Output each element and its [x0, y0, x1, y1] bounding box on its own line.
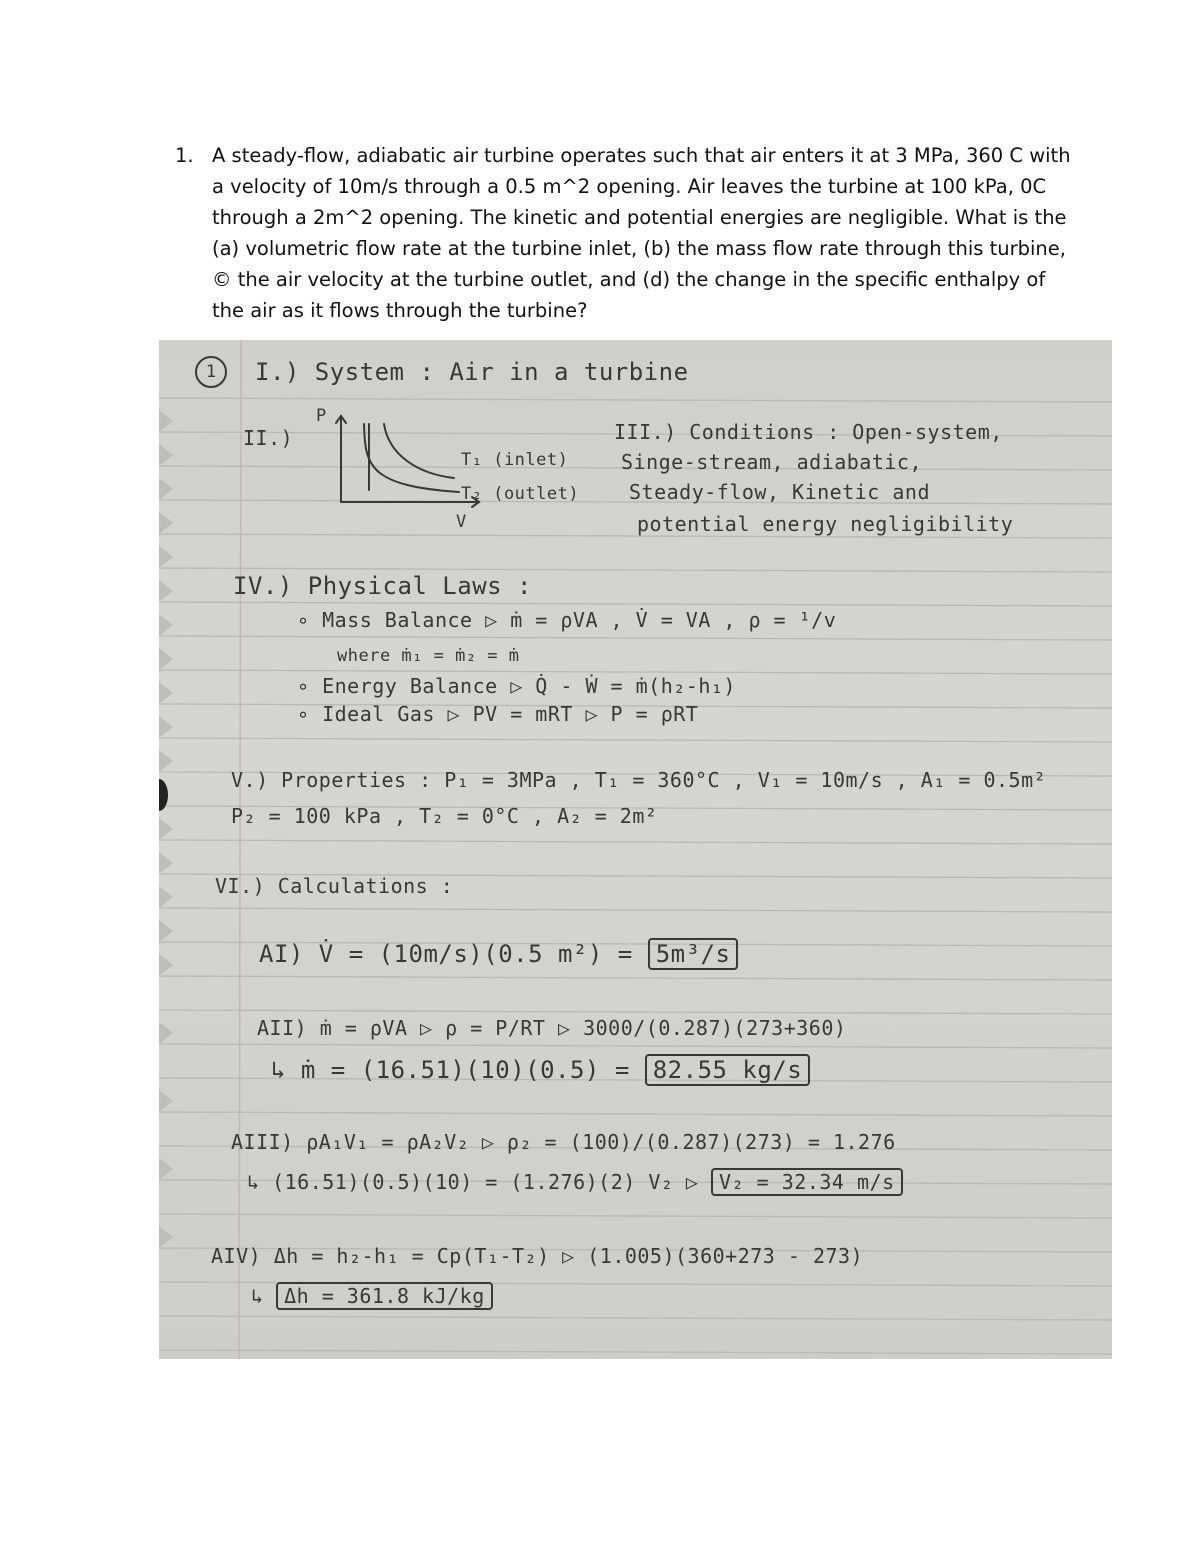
conditions-line-4: potential energy negligibility	[637, 512, 1014, 536]
calc-a1-expression: AI) V̇ = (10m/s)(0.5 m²) =	[259, 940, 633, 968]
calc-a3-expression: ↳ (16.51)(0.5)(10) = (1.276)(2) V₂ ▷	[247, 1170, 699, 1194]
mass-balance-line: ∘ Mass Balance ▷ ṁ = ρVA , V̇ = VA , ρ = ¹/v	[297, 608, 837, 632]
calc-a1	[259, 940, 738, 968]
pv-diagram-icon	[309, 406, 579, 536]
problem-text: A steady-flow, adiabatic air turbine operates such that air enters it at 3 MPa, 360 C with a velocity of 10m/s through a 0.5 m^2 opening. Air leaves the turbine at 100 kPa, 0C through a 2m^2 opening. The kinetic and potential energies are negligible. What is the (a) volumetric flow rate at the turbine inlet, (b) the mass flow rate through this turbine, © the air velocity at the turbine outlet, and (d) the change in the specific enthalpy of the air as it flows through the turbine?	[212, 144, 1071, 322]
energy-balance-line: ∘ Energy Balance ▷ Q̇ - Ẇ = ṁ(h₂-h₁)	[297, 674, 736, 698]
calc-a4-line-2	[251, 1284, 493, 1308]
calc-a2-answer: 82.55 kg/s	[645, 1054, 811, 1086]
calc-a4-line-1: AIV) Δh = h₂-h₁ = Cp(T₁-T₂) ▷ (1.005)(360+273 - 273)	[211, 1244, 864, 1268]
mass-where-line: where ṁ₁ = ṁ₂ = ṁ	[337, 646, 520, 666]
margin-mark	[159, 954, 173, 976]
calc-a4-arrow: ↳	[251, 1284, 264, 1308]
calculations-title: VI.) Calculations :	[215, 874, 454, 898]
margin-mark	[159, 852, 173, 874]
margin-mark	[159, 1022, 173, 1044]
p-axis-label: P	[316, 406, 327, 426]
margin-mark	[159, 546, 173, 568]
margin-mark	[159, 1090, 173, 1112]
properties-line-2: P₂ = 100 kPa , T₂ = 0°C , A₂ = 2m²	[231, 804, 658, 828]
margin-mark	[159, 750, 173, 772]
ideal-gas-line: ∘ Ideal Gas ▷ PV = mRT ▷ P = ρRT	[297, 702, 699, 726]
margin-mark	[159, 818, 173, 840]
margin-mark	[159, 886, 173, 908]
conditions-line-3: Steady-flow, Kinetic and	[629, 480, 930, 504]
conditions-line-2: Singe-stream, adiabatic,	[621, 450, 922, 474]
calc-a4-answer: Δh = 361.8 kJ/kg	[276, 1282, 493, 1310]
margin-mark	[159, 1158, 173, 1180]
t1-label: T₁ (inlet)	[461, 450, 569, 470]
margin-mark	[159, 682, 173, 704]
handwritten-solution-photo	[159, 340, 1112, 1359]
problem-number: 1.	[175, 144, 194, 167]
margin-mark	[159, 1226, 173, 1248]
conditions-line-1: III.) Conditions : Open-system,	[614, 420, 1003, 444]
margin-mark	[159, 478, 173, 500]
margin-mark	[159, 614, 173, 636]
margin-mark	[159, 716, 173, 738]
problem-circle-number: 1	[195, 356, 227, 388]
calc-a3-answer: V₂ = 32.34 m/s	[711, 1168, 903, 1196]
margin-mark	[159, 444, 173, 466]
calc-a2-line-2	[271, 1056, 810, 1084]
properties-line-1: V.) Properties : P₁ = 3MPa , T₁ = 360°C , V₁ = 10m/s , A₁ = 0.5m²	[231, 768, 1047, 792]
margin-mark	[159, 920, 173, 942]
v-axis-label: V	[456, 512, 467, 532]
calc-a2-line-1: AII) ṁ = ρVA ▷ ρ = P/RT ▷ 3000/(0.287)(273+360)	[257, 1016, 847, 1040]
section-diagram-label: II.)	[243, 426, 294, 450]
calc-a2-expression: ↳ ṁ = (16.51)(10)(0.5) =	[271, 1056, 630, 1084]
calc-a1-answer: 5m³/s	[648, 938, 739, 970]
calc-a3-line-1: AIII) ρA₁V₁ = ρA₂V₂ ▷ ρ₂ = (100)/(0.287)(273) = 1.276	[231, 1130, 896, 1154]
calc-a3-line-2	[247, 1170, 903, 1194]
section-system: I.) System : Air in a turbine	[255, 358, 689, 386]
physical-laws-title: IV.) Physical Laws :	[233, 572, 532, 600]
margin-mark	[159, 512, 173, 534]
margin-mark	[159, 580, 173, 602]
margin-mark	[159, 410, 173, 432]
t2-label: T₂ (outlet)	[461, 484, 580, 504]
problem-statement	[175, 140, 1075, 326]
margin-mark	[159, 648, 173, 670]
